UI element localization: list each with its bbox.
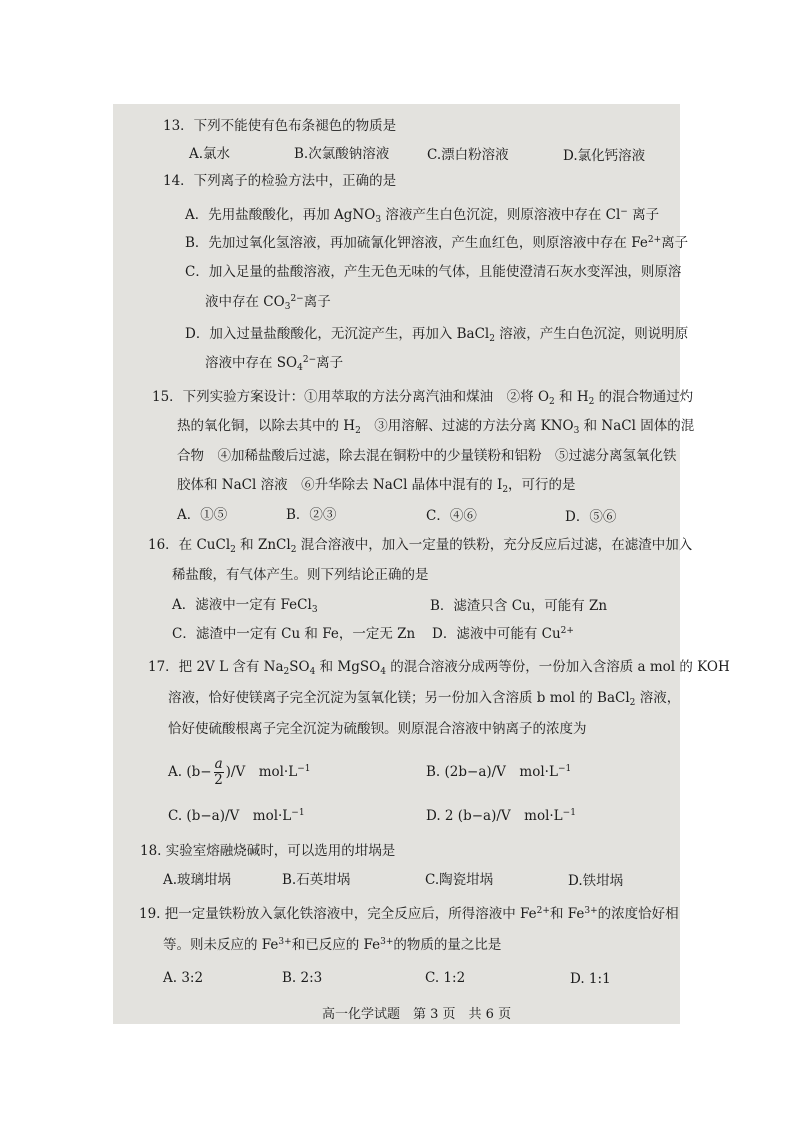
question-17-line3: 恰好使硫酸根离子完全沉淀为硫酸钡。则原混合溶液中钠离子的浓度为 [168,721,587,737]
question-17-line1: 17．把 2V L 含有 $Na_2SO_4$ 和 MgSO$_4$ 的混合溶液分成两等份，一份加入含溶质 a mol 的 KOH [148,659,730,677]
q18-option-b: B.石英坩埚 [282,872,351,888]
q14-option-c-line2: 液中存在 $CO_3^{2-}$离子 [205,294,331,312]
page-footer: 高一化学试题 第 3 页 共 6 页 [322,1007,512,1022]
q14-option-d-line2: 溶液中存在 $SO_4^{2-}$离子 [205,355,344,373]
q17-option-b: B. (2b−a)/V $mol\cdot L^{-1}$ [426,764,572,780]
question-15-line1: 15．下列实验方案设计：①用萃取的方法分离汽油和煤油 ②将 $O_2$ 和 $H_2$ 的混合物通过灼 [152,389,694,407]
question-14-stem: 14．下列离子的检验方法中，正确的是 [163,173,397,189]
q18-option-d: D.铁坩埚 [568,873,624,889]
question-15-line3: 合物 ④加稀盐酸后过滤，除去混在铜粉中的少量镁粉和铝粉 ⑤过滤分离氢氧化铁 [177,448,677,464]
q15-option-b: B．②③ [286,507,337,523]
q15-option-d: D．⑤⑥ [565,509,617,525]
q19-option-c: C. 1:2 [425,970,466,986]
q19-option-d: D. 1:1 [570,971,611,987]
q17-option-d: D. 2 (b−a)/V $mol\cdot L^{-1}$ [426,808,576,824]
q13-option-b: B.次氯酸钠溶液 [294,146,390,162]
question-17-line2: 溶液，恰好使镁离子完全沉淀为氢氧化镁；另一份加入含溶质 b mol 的 BaCl$_2$ 溶液， [168,690,681,708]
q19-option-a: A. 3:2 [163,970,204,986]
question-13-stem: 13．下列不能使有色布条褪色的物质是 [163,118,397,134]
q15-option-a: A．①⑤ [177,507,228,523]
q14-option-c-line1: C．加入足量的盐酸溶液，产生无色无味的气体，且能使澄清石灰水变浑浊，则原溶 [185,264,682,280]
q15-option-c: C．④⑥ [426,508,477,524]
q16-option-a: A．滤液中一定有 FeCl$_3$ [172,597,318,615]
question-18-stem: 18. 实验室熔融烧碱时，可以选用的坩埚是 [140,843,396,859]
q18-option-a: A.玻璃坩埚 [163,872,232,888]
question-19-line2: 等。则未反应的 $Fe^{3+}$和已反应的 $Fe^{3+}$的物质的量之比是 [163,937,502,953]
q17-option-c: C. (b−a)/V $mol\cdot L^{-1}$ [168,808,305,824]
question-19-line1: 19. 把一定量铁粉放入氯化铁溶液中，完全反应后，所得溶液中 $Fe^{2+}$和 $Fe^{3+}$的浓度恰好相 [139,906,679,922]
q13-option-d: D.氯化钙溶液 [563,148,646,164]
question-15-line2: 热的氧化铜，以除去其中的 $H_2$ ③用溶解、过滤的方法分离 $KNO_3$ 和 NaCl 固体的混 [177,418,695,436]
fraction-a-over-2: $\frac{a}{2}$ [214,756,223,788]
q18-option-c: C.陶瓷坩埚 [425,872,494,888]
q13-option-a: A.氯水 [189,146,231,162]
question-16-line2: 稀盐酸，有气体产生。则下列结论正确的是 [172,567,429,583]
q17-option-a: A. (b− $\frac{a}{2}$ )/V $mol\cdot L^{-1}$ [168,756,311,788]
q19-option-b: B. 2:3 [282,970,323,986]
q16-option-c: C．滤渣中一定有 Cu 和 Fe，一定无 Zn [172,626,416,642]
question-15-line4: 胶体和 NaCl 溶液 ⑥升华除去 NaCl 晶体中混有的 $I_2$，可行的是 [177,477,576,495]
q16-option-d: D．滤液中可能有 $Cu^{2+}$ [432,626,574,642]
q14-option-a: A．先用盐酸酸化，再加 AgNO$_3$ 溶液产生白色沉淀，则原溶液中存在 Cl− 离子 [185,207,660,225]
question-16-line1: 16．在 CuCl$_2$ 和 ZnCl$_2$ 混合溶液中，加入一定量的铁粉，充分反应后过滤，在滤渣中加入 [148,537,693,555]
q16-option-b: B．滤渣只含 Cu，可能有 Zn [430,598,608,614]
q14-option-b: B．先加过氧化氢溶液，再加硫氰化钾溶液，产生血红色，则原溶液中存在 $Fe^{2+}$离子 [185,235,689,251]
q14-option-d-line1: D．加入过量盐酸酸化，无沉淀产生，再加入 BaCl$_2$ 溶液，产生白色沉淀，则说明原 [185,326,689,344]
q13-option-c: C.漂白粉溶液 [427,147,509,163]
